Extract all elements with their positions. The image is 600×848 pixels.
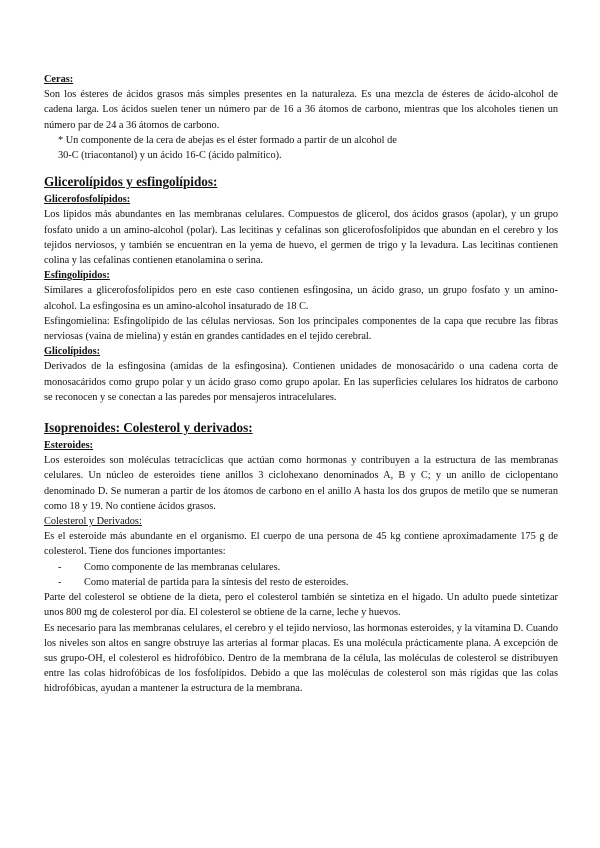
ceras-heading: Ceras: — [44, 74, 74, 85]
glicolipidos-paragraph: Derivados de la esfingosina (amidas de la esfingosina). Contienen unidades de monosacárido o una cadena corta de monosacáridos como grupo polar y un ácido graso como grupo apolar. En las superficies celulares los hidratos de carbono se reconocen y se conectan a las paredes por mensajeros intracelulares. — [44, 361, 558, 403]
colesterol-heading: Colesterol y Derivados: — [44, 516, 142, 528]
ceras-paragraph: Son los ésteres de ácidos grasos más simples presentes en la naturaleza. Es una mezcla de ésteres de ácido-alcohol de cadena larga. Los ácidos suelen tener un número par de 16 a 36 átomos de carbono, mientras que los alcoholes tienen un número par de 24 a 36 átomos de carbono. — [44, 89, 558, 131]
esteroides-heading: Esteroides: — [44, 440, 94, 452]
list-item — [44, 560, 558, 575]
colesterol-paragraph: Es el esteroide más abundante en el organismo. El cuerpo de una persona de 45 kg contiene aproximadamente 175 g de colesterol. Tiene dos funciones importantes: — [44, 531, 558, 558]
colesterol-dieta-paragraph: Parte del colesterol se obtiene de la dieta, pero el colesterol también se sintetiza en el hígado. Un adulto puede sintetizar unos 800 mg de colesterol por día. El colesterol se obtiene de la carne, leche y huevos. — [44, 592, 558, 619]
glicerofosfolipidos-paragraph: Los lípidos más abundantes en las membranas celulares. Compuestos de glicerol, dos ácidos grasos (apolar), y un grupo fosfato unido a un amino-alcohol (polar). Las lecitinas y cefalinas son glicerofosfolípidos que abundan en el cerebro y los tejidos nerviosos, y también se encuentran en la yema de huevo, el germen de trigo y la levadura. Las lecitinas contienen colina y las cefalinas contienen etanolamina o serina. — [44, 209, 558, 267]
glicerolipidos-section-title: Glicerolípidos y esfingolípidos: — [44, 174, 218, 190]
esfingolipidos-heading: Esfingolípidos: — [44, 270, 110, 282]
document-page — [44, 72, 558, 697]
ceras-note-line1: * Un componente de la cera de abejas es el éster formado a partir de un alcohol de — [58, 134, 397, 146]
esteroides-paragraph: Los esteroides son moléculas tetracíclicas que actúan como hormonas y contribuyen a la estructura de las membranas celulares. Un núcleo de esteroides tiene anillos 3 ciclohexano denominados A, B y C; y un anillo de ciclopentano denominado D. Se numeran a partir de los átomos de carbono en el anillo A hasta los dos grupos de metilo que se numeran como 18 y 19. No contiene ácidos grasos. — [44, 455, 558, 512]
list-item-text: Como componente de las membranas celulares. — [84, 561, 281, 573]
colesterol-necesario-paragraph: Es necesario para las membranas celulares, el cerebro y el tejido nervioso, las hormonas esteroides, y la vitamina D. Cuando los niveles son altos en sangre obstruye las arterias al formar placas. Es una molécula prácticamente plana. A excepción de sus grupo-OH, el colesterol es hidrofóbico. Dentro de la membrana de la célula, las moléculas de colesterol se distribuyen entre las colas hidrofóbicas de los fosfolípidos. Debido a que las moléculas de colesterol son más rígidas que las colas hidrofóbicas, ayudan a mantener la estructura de la membrana. — [44, 622, 558, 695]
ceras-note-line2: 30-C (triacontanol) y un ácido 16-C (ácido palmítico). — [58, 150, 282, 162]
list-dash: - — [58, 561, 62, 573]
list-item-text: Como material de partida para la síntesis del resto de esteroides. — [84, 576, 349, 588]
esfingolipidos-paragraph: Similares a glicerofosfolípidos pero en este caso contienen esfingosina, un ácido graso, un grupo fosfato y un amino-alcohol. La esfingosina es un amino-alcohol insaturado de 18 C. — [44, 285, 558, 312]
glicolipidos-heading: Glicolípidos: — [44, 346, 101, 358]
colesterol-funciones-list — [44, 560, 558, 590]
glicerofosfolipidos-heading: Glicerofosfolípidos: — [44, 194, 131, 206]
list-item — [44, 575, 558, 590]
list-dash: - — [58, 576, 62, 588]
esfingomielina-paragraph: Esfingomielina: Esfingolípido de las células nerviosas. Son los principales componentes de la capa que recubre las fibras nerviosas (vaina de mielina) y están en grandes cantidades en el tejido cerebral. — [44, 315, 558, 343]
isoprenoides-section-title: Isoprenoides: Colesterol y derivados: — [44, 420, 253, 436]
